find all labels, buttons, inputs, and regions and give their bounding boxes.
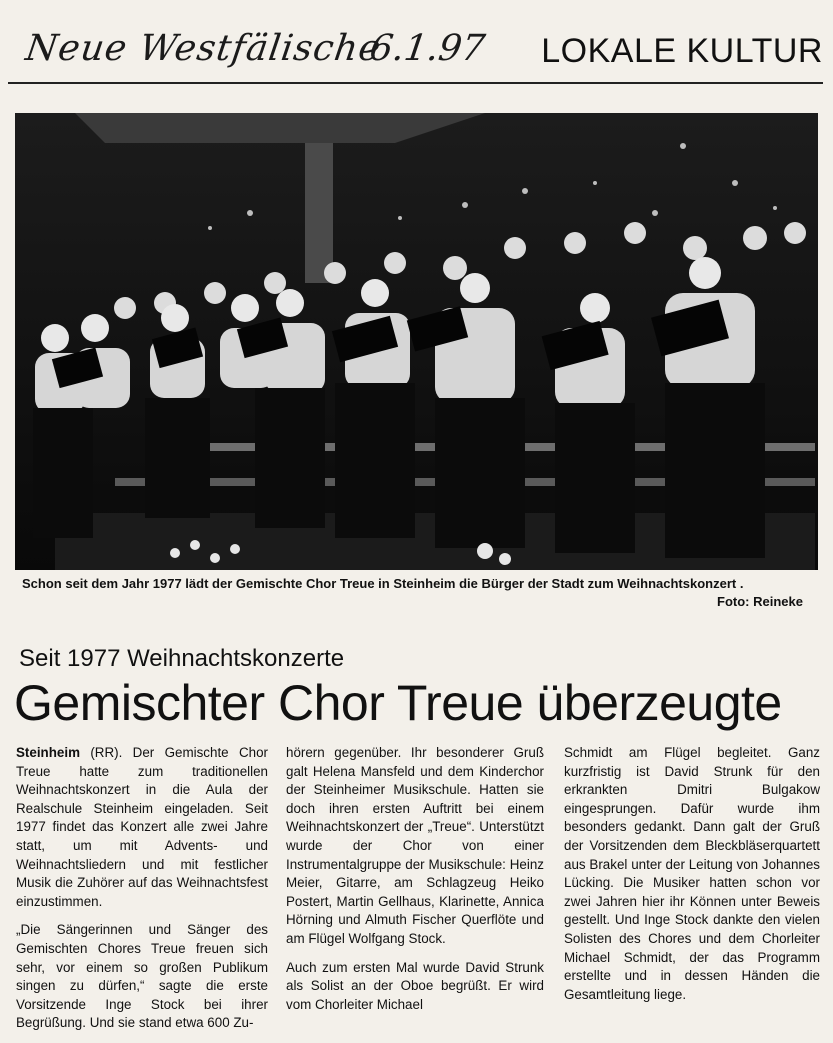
article-headline: Gemischter Chor Treue überzeugte [14,675,782,731]
article-column-3 [564,744,820,1014]
choir-photo [15,113,818,570]
header-rule [8,82,823,84]
paragraph: Schmidt am Flügel begleitet. Ganz kurzfristig ist David Strunk für den erkrankten Dmitri Bulgakow eingesprungen. Dafür wurde ihm besonders gedankt. Dann galt der Gruß der Vorsitzenden dem Bleckbläserquartett aus Brakel unter der Leitung von Johannes Lücking. Die Musiker hatten schon vor zwei Jahren hier ihr Können unter Beweis gestellt. Und Inge Stock dankte den vielen Solisten des Chores und dem Chorleiter Michael Schmidt, der das Programm erstellte und in dessen Händen die Gesamtleitung liege. [564,745,820,1002]
photo-caption: Schon seit dem Jahr 1977 lädt der Gemischte Chor Treue in Steinheim die Bürger der Stadt zum Weihnachtskonzert . [22,576,744,591]
article-column-2 [286,744,544,1024]
paragraph: Auch zum ersten Mal wurde David Strunk als Solist an der Oboe begrüßt. Er wird vom Chorleiter Michael [286,959,544,1012]
paragraph [16,744,268,911]
section-title: LOKALE KULTUR [541,32,823,70]
article-body [16,744,820,1030]
handwritten-paper-name: Neue Westfälische [23,28,384,69]
article-kicker: Seit 1977 Weihnachtskonzerte [19,645,345,672]
paragraph: „Die Sängerinnen und Sänger des Gemischten Chores Treue freuen sich sehr, vor einem so großen Publikum singen zu dürfen,“ sagte die erste Vorsitzende Inge Stock bei ihrer Begrüßung. Und sie stand etwa 600 Zu- [16,922,268,1031]
clipping-header [0,0,833,80]
paragraph: hörern gegenüber. Ihr besonderer Gruß galt Helena Mansfeld und dem Kinderchor der Steinheimer Musikschule. Hatten sie doch ihren ersten Auftritt bei einem Weihnachtskonzert der „Treue“. Unterstützt wurde der Chor von einer Instrumentalgruppe der Musikschule: Heinz Meier, Gitarre, am Schlagzeug Heiko Postert, Martin Gellhaus, Klarinette, Annica Hörning und Almuth Fischer Querflöte und am Flügel Wolfgang Stock. [286,745,544,946]
choir-photo-drawing [15,113,818,570]
photo-credit: Foto: Reineke [717,594,803,609]
handwritten-date: 6.1.97 [367,28,488,69]
article-column-1 [16,744,268,1043]
dateline: Steinheim [16,745,80,760]
paragraph-text: (RR). Der Gemischte Chor Treue hatte zum traditionellen Weihnachtskonzert in die Aula der Realschule Steinheim eingeladen. Seit 1977 findet das Konzert alle zwei Jahre statt, um mit Advents- und Weihnachtsliedern und mit festlicher Musik die Zuhörer auf das Weihnachtsfest einzustimmen. [16,745,268,909]
